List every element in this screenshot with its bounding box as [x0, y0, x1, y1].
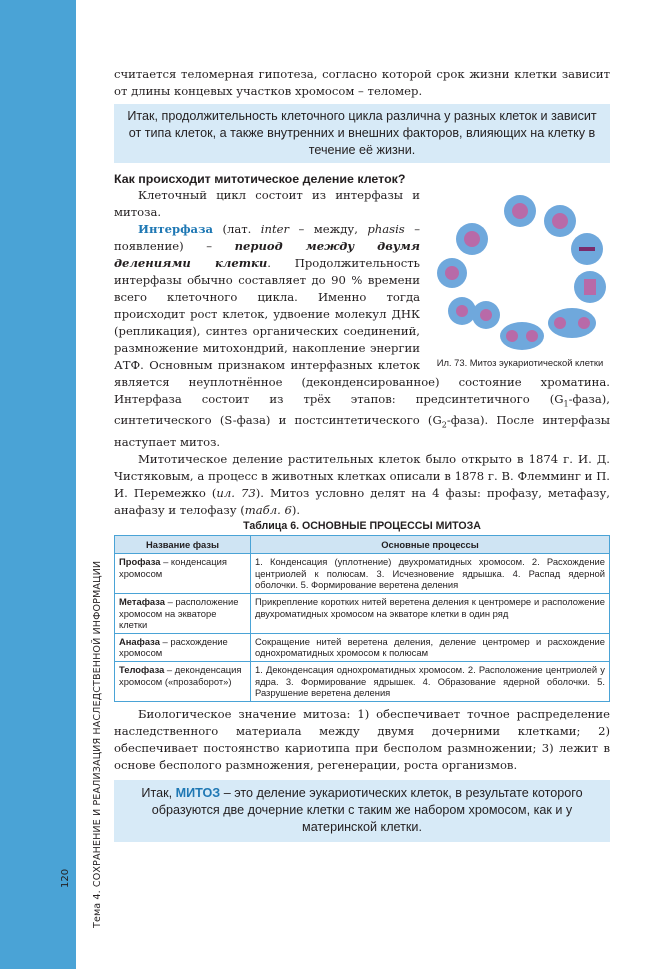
- text-span: -фаза). После интерфазы наступает митоз.: [114, 413, 611, 449]
- text-span: -фаза), синтетического (S-фаза) и постсинтетического (G: [114, 392, 610, 428]
- sidebar-band: [0, 0, 76, 969]
- history-paragraph: [114, 451, 610, 519]
- phase-description: – деконденсация хромосом («прозаборот»): [119, 663, 242, 687]
- mitosis-term: МИТОЗ: [175, 785, 221, 800]
- text-span: – появление) –: [114, 222, 421, 253]
- text-span: Итак,: [141, 785, 176, 800]
- table-reference: табл. 6: [244, 502, 292, 517]
- text-span: ).: [291, 502, 301, 517]
- intro-paragraph: считается теломерная гипотеза, согласно которой срок жизни клетки зависит от длины концевых участков хромосом – теломер.: [114, 67, 610, 98]
- nucleus-5b: [578, 317, 590, 329]
- nucleus-7: [456, 305, 468, 317]
- table-row: [115, 594, 610, 634]
- phase-cell: [115, 554, 251, 594]
- topic-title: Тема 4. СОХРАНЕНИЕ И РЕАЛИЗАЦИЯ НАСЛЕДСТВЕННОЙ ИНФОРМАЦИИ: [92, 560, 103, 928]
- text-span: ). Митоз условно делят на 4 фазы: профазу, метафазу, анафазу и телофазу (: [114, 485, 610, 517]
- table-row: [115, 661, 610, 701]
- mitosis-illustration: [432, 191, 608, 351]
- nucleus-9: [445, 266, 459, 280]
- page-number: 120: [60, 868, 71, 888]
- figure-reference: ил. 73: [216, 485, 256, 500]
- table-row: [115, 633, 610, 661]
- cycle-paragraph: Клеточный цикл состоит из интерфазы и митоза.: [114, 188, 420, 219]
- figure-caption: Ил. 73. Митоз эукариотической клетки: [436, 357, 604, 368]
- subscript: 2: [441, 420, 447, 430]
- chromatin-4: [584, 279, 596, 295]
- sidebar-gap: [76, 0, 88, 969]
- nucleus-5a: [554, 317, 566, 329]
- nucleus-8: [480, 309, 492, 321]
- phase-name: Телофаза: [119, 663, 165, 675]
- latin-inter: inter: [260, 222, 290, 236]
- mitosis-figure: [430, 191, 610, 369]
- processes-cell: 1. Конденсация (уплотнение) двухроматидных хромосом. 2. Расхождение центриолей к полюсам. 3. Исчезновение ядрышка. 4. Распад ядерной оболочки. 5. Формирование веретена деления: [251, 554, 610, 594]
- text-span: – между,: [289, 222, 368, 236]
- significance-paragraph: Биологическое значение митоза: 1) обеспечивает точное распределение наследственного материала между двумя дочерними клетками; 2) обеспечивает постоянство кариотипа при бесполом размножении; 3) лежит в основе бесполого размножения, регенерации, роста организмов.: [114, 706, 610, 772]
- phase-name: Профаза: [119, 556, 161, 568]
- phase-cell: [115, 633, 251, 661]
- text-span: Митотическое деление растительных клеток было открыто в 1874 г. И. Д. Чистяковым, а процесс в животных клетках описали в 1878 г. В. Флемминг и П. И. Перемежко (: [114, 451, 610, 500]
- phase-cell: [115, 594, 251, 634]
- table-header-row: [115, 535, 610, 554]
- nucleus-2: [552, 213, 568, 229]
- latin-phasis: phasis: [367, 222, 405, 236]
- phase-cell: [115, 661, 251, 701]
- text-span: – это деление эукариотических клеток, в результате которого образуются две дочерние клетки с таким же набором хромосом, как и у материнской клетки.: [151, 785, 583, 834]
- phase-description: – расхождение хромосом: [119, 635, 228, 659]
- nucleus-1: [512, 203, 528, 219]
- page-content: [114, 66, 610, 842]
- phase-name: Метафаза: [119, 596, 165, 607]
- section-heading: Как происходит митотическое деление клеток?: [114, 172, 406, 186]
- table-header-phase: Название фазы: [115, 535, 251, 554]
- text-span: (лат.: [213, 222, 261, 236]
- interphase-term: Интерфаза: [138, 222, 213, 236]
- nucleus-6b: [526, 330, 538, 342]
- nucleus-10: [464, 231, 480, 247]
- table-row: [115, 554, 610, 594]
- table-title: Таблица 6. ОСНОВНЫЕ ПРОЦЕССЫ МИТОЗА: [243, 519, 481, 532]
- table-header-processes: Основные процессы: [251, 535, 610, 554]
- mitosis-definition-callout: [114, 780, 610, 842]
- cell-ring: [437, 195, 606, 350]
- text-span: . Продолжительность интерфазы обычно составляет до 90 % времени всего клеточного цикла. Именно тогда происходит рост клеток, удвоение молекул ДНК (репликация), синтез органических соединений, размножение митохондрий, накопление энергии АТФ. Основным признаком интерфазных клеток является неуплотнённое (деконденсированное) состояние хроматина. Интерфаза состоит из трёх этапов: предсинтетичного (G: [114, 256, 610, 406]
- interphase-definition: период между двумя делениями клетки: [114, 239, 420, 270]
- phase-description: – расположение хромосом на экваторе клетки: [119, 596, 239, 631]
- processes-cell: 1. Деконденсация однохроматидных хромосом. 2. Расположение центриолей у ядра. 3. Формирование ядрышек. 4. Образование ядерной оболочки. 5. Разрушение веретена деления: [251, 661, 610, 701]
- nucleus-6a: [506, 330, 518, 342]
- summary-callout: Итак, продолжительность клеточного цикла различна у разных клеток и зависит от типа клеток, а также внутренних и внешних факторов, влияющих на клетку в течение её жизни.: [114, 104, 610, 163]
- mitosis-table: [114, 535, 610, 702]
- phase-name: Анафаза: [119, 635, 160, 647]
- subscript: 1: [563, 399, 569, 409]
- processes-cell: Сокращение нитей веретена деления, деление центромер и расхождение однохроматидных хромосом к полюсам: [251, 633, 610, 661]
- processes-cell: Прикрепление коротких нитей веретена деления к центромере и расположение двухроматидных хромосом на экваторе клетки в один ряд: [251, 594, 610, 634]
- phase-description: – конденсация хромосом: [119, 556, 227, 579]
